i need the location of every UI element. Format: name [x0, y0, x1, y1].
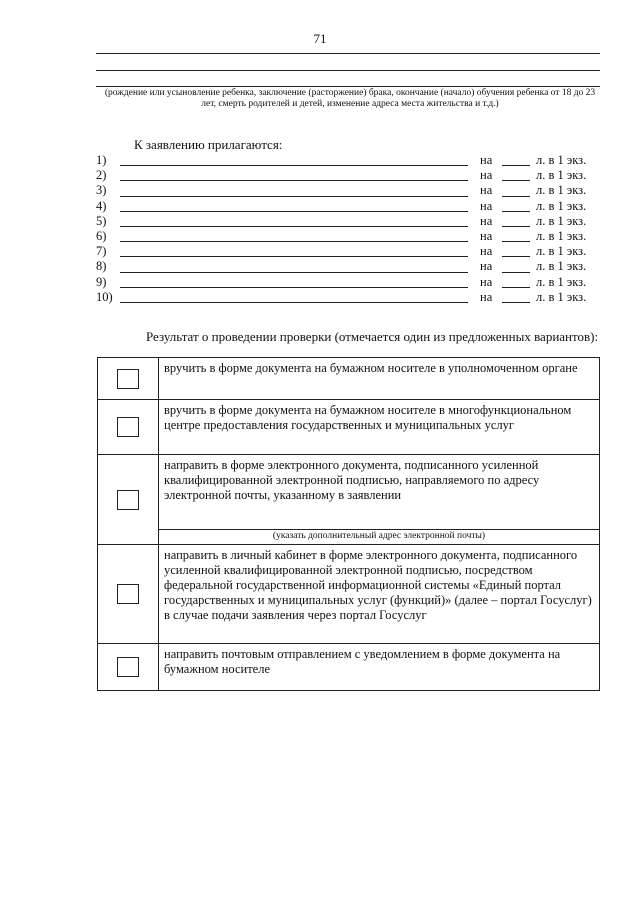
option-checkbox-4[interactable]	[117, 584, 139, 604]
attachment-name-field[interactable]	[120, 302, 468, 303]
email-row	[98, 530, 600, 545]
option-row	[98, 455, 600, 530]
attachment-row	[96, 290, 606, 305]
copies-label: л. в 1 экз.	[536, 213, 587, 228]
copies-label: л. в 1 экз.	[536, 198, 587, 213]
option-checkbox-2[interactable]	[117, 417, 139, 437]
attachment-name-field[interactable]	[120, 226, 468, 227]
copies-label: л. в 1 экз.	[536, 183, 587, 198]
attachment-number: 10)	[96, 289, 113, 304]
page-count-field[interactable]	[502, 287, 530, 288]
attachment-row	[96, 214, 606, 229]
page-count-field[interactable]	[502, 272, 530, 273]
copies-label: л. в 1 экз.	[536, 244, 587, 259]
checkbox-cell	[98, 400, 159, 455]
attachment-row	[96, 244, 606, 259]
option-row	[98, 644, 600, 691]
copies-label: л. в 1 экз.	[536, 168, 587, 183]
result-options-table	[97, 357, 600, 691]
option-text-5: направить почтовым отправлением с уведомлением в форме документа на бумажном носителе	[159, 644, 600, 691]
option-row	[98, 545, 600, 644]
blank-line	[96, 53, 600, 54]
attachment-number: 1)	[96, 153, 107, 167]
blank-line	[96, 70, 600, 71]
email-hint[interactable]: (указать дополнительный адрес электронной почты)	[159, 530, 600, 545]
header-hint: (рождение или усыновление ребенка, заключение (расторжение) брака, окончание (начало) обучения ребенка от 18 до 23 лет, смерть родителей и детей, изменение адреса места жительства и т.д.)	[104, 88, 596, 109]
option-checkbox-1[interactable]	[117, 369, 139, 389]
page-count-field[interactable]	[502, 226, 530, 227]
page-count-field[interactable]	[502, 196, 530, 197]
attachment-number: 5)	[96, 213, 107, 228]
na-label: на	[480, 183, 493, 198]
result-intro: Результат о проведении проверки (отмечается один из предложенных вариантов):	[146, 329, 599, 344]
attachment-row	[96, 229, 606, 244]
option-text-4: направить в личный кабинет в форме электронного документа, подписанного усиленной квалифицированной электронной подписью, посредством федеральной государственной информационной системы «Единый портал государственных и муниципальных услуг (функций)» (далее – портал Госуслуг) в случае подачи заявления через портал Госуслуг	[159, 545, 600, 644]
option-checkbox-3[interactable]	[117, 490, 139, 510]
attachment-name-field[interactable]	[120, 287, 468, 288]
attachments-list	[96, 153, 606, 305]
option-text-2: вручить в форме документа на бумажном носителе в многофункциональном центре предоставления государственных и муниципальных услуг	[159, 400, 600, 455]
attachment-number: 8)	[96, 259, 107, 274]
attachment-number: 7)	[96, 244, 107, 259]
attachment-row	[96, 199, 606, 214]
option-text-1: вручить в форме документа на бумажном носителе в уполномоченном органе	[159, 358, 600, 400]
na-label: на	[480, 259, 493, 274]
blank-line	[96, 86, 600, 87]
attachment-number: 3)	[96, 183, 107, 198]
copies-label: л. в 1 экз.	[536, 153, 587, 167]
page-count-field[interactable]	[502, 180, 530, 181]
attachment-name-field[interactable]	[120, 180, 468, 181]
na-label: на	[480, 289, 493, 304]
page-number: 71	[313, 31, 327, 46]
attachment-number: 6)	[96, 228, 107, 243]
option-checkbox-5[interactable]	[117, 657, 139, 677]
copies-label: л. в 1 экз.	[536, 289, 587, 304]
page-count-field[interactable]	[502, 256, 530, 257]
checkbox-cell	[98, 644, 159, 691]
attachment-name-field[interactable]	[120, 196, 468, 197]
attachments-title: К заявлению прилагаются:	[134, 137, 283, 152]
page-count-field[interactable]	[502, 241, 530, 242]
attachment-row	[96, 275, 606, 290]
na-label: на	[480, 153, 493, 167]
attachment-number: 2)	[96, 168, 107, 183]
checkbox-cell	[98, 358, 159, 400]
option-text-3: направить в форме электронного документа, подписанного усиленной квалифицированной электронной подписью, направляемого по адресу электронной почты, указанному в заявлении	[159, 455, 600, 530]
page-count-field[interactable]	[502, 211, 530, 212]
attachment-name-field[interactable]	[120, 211, 468, 212]
attachment-row	[96, 183, 606, 198]
na-label: на	[480, 274, 493, 289]
attachment-number: 4)	[96, 198, 107, 213]
na-label: на	[480, 244, 493, 259]
na-label: на	[480, 168, 493, 183]
attachment-row	[96, 259, 606, 274]
na-label: на	[480, 228, 493, 243]
copies-label: л. в 1 экз.	[536, 259, 587, 274]
checkbox-cell	[98, 455, 159, 545]
attachment-name-field[interactable]	[120, 241, 468, 242]
checkbox-cell	[98, 545, 159, 644]
option-row	[98, 358, 600, 400]
attachment-name-field[interactable]	[120, 272, 468, 273]
page-count-field[interactable]	[502, 302, 530, 303]
attachment-name-field[interactable]	[120, 256, 468, 257]
na-label: на	[480, 198, 493, 213]
attachment-number: 9)	[96, 274, 107, 289]
attachment-name-field[interactable]	[120, 165, 468, 166]
attachment-row	[96, 153, 606, 168]
copies-label: л. в 1 экз.	[536, 274, 587, 289]
na-label: на	[480, 213, 493, 228]
attachment-row	[96, 168, 606, 183]
option-row	[98, 400, 600, 455]
copies-label: л. в 1 экз.	[536, 228, 587, 243]
page-count-field[interactable]	[502, 165, 530, 166]
